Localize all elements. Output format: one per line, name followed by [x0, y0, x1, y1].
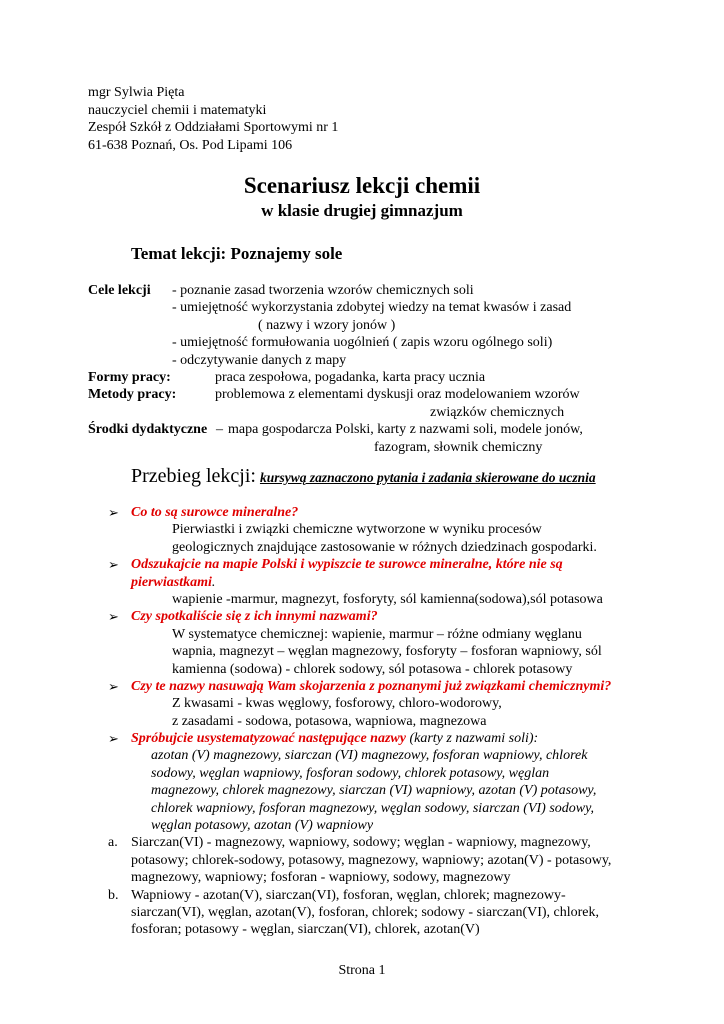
list-marker-b: b.: [108, 887, 119, 903]
methods-text: problemowa z elementami dyskusji oraz modelowaniem wzorów: [215, 387, 580, 403]
list-a-line: potasowy; chlorek-sodowy, potasowy, magnezowy, wapniowy; azotan(V) - potasowy,: [131, 852, 612, 868]
means-text: mapa gospodarcza Polski, karty z nazwami soli, modele jonów,: [228, 422, 583, 438]
list-a-line: magnezowy, wapniowy; fosforan - wapniowy, sodowy, magnezowy: [131, 870, 511, 886]
question-5: [131, 730, 538, 747]
answer-4-line: z zasadami - sodowa, potasowa, wapniowa, magnezowa: [172, 713, 487, 729]
author-name: mgr Sylwia Pięta: [88, 85, 185, 100]
list-b-line: siarczan(VI), węglan, azotan(V), fosforan, chlorek; sodowy - siarczan(VI), chlorek,: [131, 904, 600, 920]
methods-text-continued: związków chemicznych: [430, 404, 565, 420]
page-number: Strona 1: [338, 963, 386, 978]
salt-names-line: węglan potasowy, azotan (V) wapniowy: [151, 818, 374, 834]
goals-label: Cele lekcji: [88, 283, 151, 298]
list-b-line: Wapniowy - azotan(V), siarczan(VI), fosforan, węglan, chlorek; magnezowy-: [131, 887, 566, 903]
question-2-continued: [131, 574, 215, 591]
page-subtitle: w klasie drugiej gimnazjum: [261, 201, 463, 220]
author-school: Zespół Szkół z Oddziałami Sportowymi nr 1: [88, 120, 339, 135]
methods-label: Metody pracy:: [88, 387, 177, 403]
question-2-period: .: [211, 574, 216, 590]
salt-names-line: chlorek wapniowy, fosforan magnezowy, węglan sodowy, siarczan (VI) sodowy,: [151, 800, 595, 816]
goal-item: - poznanie zasad tworzenia wzorów chemicznych soli: [172, 283, 474, 298]
answer-1-line: geologicznych znajdujące zastosowanie w różnych dziedzinach gospodarki.: [172, 539, 597, 555]
page-title: Scenariusz lekcji chemii: [243, 173, 481, 198]
bullet-arrow-icon: ➢: [108, 557, 119, 573]
salt-names-line: sodowy, węglan wapniowy, fosforan sodowy, chlorek potasowy, węglan: [151, 765, 550, 781]
question-2-text: pierwiastkami: [131, 574, 212, 590]
bullet-arrow-icon: ➢: [108, 609, 119, 625]
author-block: [88, 84, 338, 154]
goal-item: - umiejętność formułowania uogólnień ( zapis wzoru ogólnego soli): [172, 335, 553, 351]
answer-1-line: Pierwiastki i związki chemiczne wytworzone w wyniku procesów: [172, 522, 542, 538]
goal-item: ( nazwy i wzory jonów ): [258, 317, 396, 333]
question-4: Czy te nazwy nasuwają Wam skojarzenia z poznanymi już związkami chemicznymi?: [131, 678, 612, 694]
forms-text: praca zespołowa, pogadanka, karta pracy ucznia: [215, 369, 486, 385]
answer-4-line: Z kwasami - kwas węglowy, fosforowy, chloro-wodorowy,: [172, 696, 502, 712]
course-heading-text: Przebieg lekcji:: [131, 465, 256, 487]
lesson-course: [108, 504, 708, 939]
question-3: Czy spotkaliście się z ich innymi nazwami?: [131, 609, 378, 625]
author-position: nauczyciel chemii i matematyki: [88, 102, 267, 118]
bullet-arrow-icon: ➢: [108, 505, 119, 520]
list-b-line: fosforan; potasowy - węglan, siarczan(VI), chlorek, azotan(V): [131, 922, 480, 938]
means-dash: –: [216, 422, 223, 438]
salt-names-line: azotan (V) magnezowy, siarczan (VI) magnezowy, fosforan wapniowy, chlorek: [151, 748, 588, 764]
answer-3-line: kamienna (sodowa) - chlorek sodowy, sól potasowa - chlorek potasowy: [172, 661, 573, 677]
lesson-meta: [88, 282, 708, 456]
author-address: 61-638 Poznań, Os. Pod Lipami 106: [88, 137, 293, 153]
bullet-arrow-icon: ➢: [108, 678, 119, 694]
answer-3-line: W systematyce chemicznej: wapienie, marmur – różne odmiany węglanu: [172, 626, 582, 642]
list-marker-a: a.: [108, 835, 118, 851]
question-1: Co to są surowce mineralne?: [131, 505, 299, 520]
goal-item: - odczytywanie danych z mapy: [172, 352, 347, 368]
question-5-text: Spróbujcie usystematyzować następujące nazwy: [131, 731, 406, 747]
answer-2: wapienie -marmur, magnezyt, fosforyty, sól kamienna(sodowa),sól potasowa: [172, 591, 603, 607]
means-label: Środki dydaktyczne: [88, 422, 208, 438]
bullet-arrow-icon: ➢: [108, 731, 119, 747]
means-text-continued: fazogram, słownik chemiczny: [374, 439, 543, 455]
lesson-topic: Temat lekcji: Poznajemy sole: [131, 244, 343, 263]
goal-item: - umiejętność wykorzystania zdobytej wiedzy na temat kwasów i zasad: [172, 300, 572, 316]
question-5-note: (karty z nazwami soli):: [409, 731, 539, 747]
course-heading: [131, 465, 596, 488]
answer-3-line: wapnia, magnezyt – węglan magnezowy, fosforyty – fosforan wapniowy, sól: [172, 644, 602, 660]
salt-names-line: magnezowy, chlorek magnezowy, siarczan (VI) wapniowy, azotan (V) potasowy,: [151, 783, 597, 799]
course-heading-note: kursywą zaznaczono pytania i zadania skierowane do ucznia: [259, 470, 596, 485]
list-a-line: Siarczan(VI) - magnezowy, wapniowy, sodowy; węglan - wapniowy, magnezowy,: [131, 835, 591, 851]
forms-label: Formy pracy:: [88, 369, 171, 385]
question-2: Odszukajcie na mapie Polski i wypiszcie te surowce mineralne, które nie są: [131, 557, 563, 573]
